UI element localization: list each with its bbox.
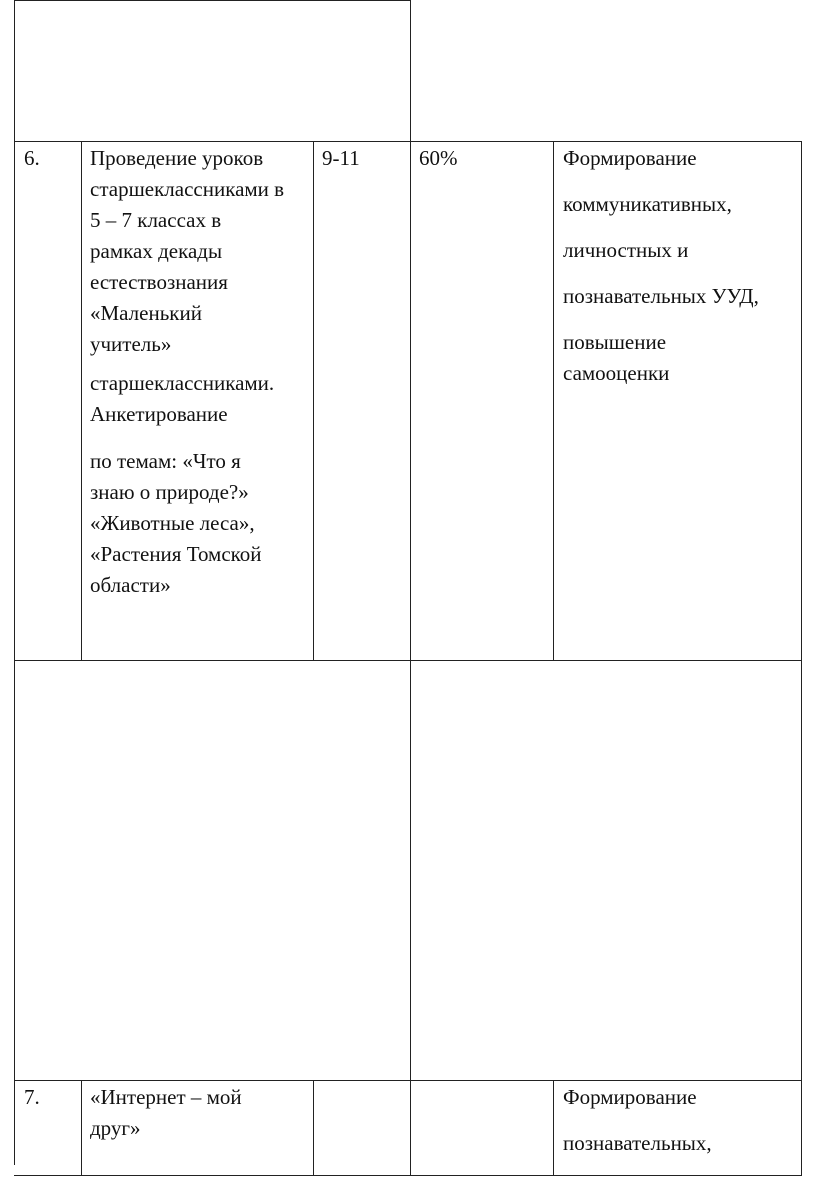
row7-bottom-border [14,1175,802,1176]
top-left-border [14,0,15,1165]
row6-description-block2: старшеклассниками. Анкетирование [90,371,275,426]
row6-col4-border [553,141,554,661]
row6-col1-border [81,141,82,661]
row6-result: Формирование коммуникативных, личностных и познавательных УУД, [563,146,759,308]
right-border [801,141,802,1176]
row6-result-tail: повышение самооценки [563,330,670,385]
row6-description-block1: Проведение уроков старшеклассниками в 5 – 7 классах в рамках декады естествознания «Маленький учитель» [90,146,285,356]
top-border [14,0,411,1]
row6-description-block3: по темам: «Что я знаю о природе?» «Животные леса», «Растения Томской области» [90,449,262,597]
row7-col3-border [410,1080,411,1176]
row6-col2-border [313,141,314,661]
row7-number: 7. [24,1085,40,1109]
row6-top-border [14,141,802,142]
row7-col4-border [553,1080,554,1176]
row7-col2-border [313,1080,314,1176]
row6-number: 6. [24,146,40,170]
top-middle-border [410,0,411,142]
row6-bottom-border [14,660,802,661]
row6-grades: 9-11 [322,146,360,170]
row7-col1-border [81,1080,82,1176]
row6-col3-border [410,141,411,661]
row6-percent: 60% [419,146,458,170]
middle-block-divider [410,660,411,1081]
row7-description: «Интернет – мой друг» [90,1085,242,1140]
row7-top-border [14,1080,802,1081]
row7-result: Формирование познавательных, [563,1085,712,1155]
